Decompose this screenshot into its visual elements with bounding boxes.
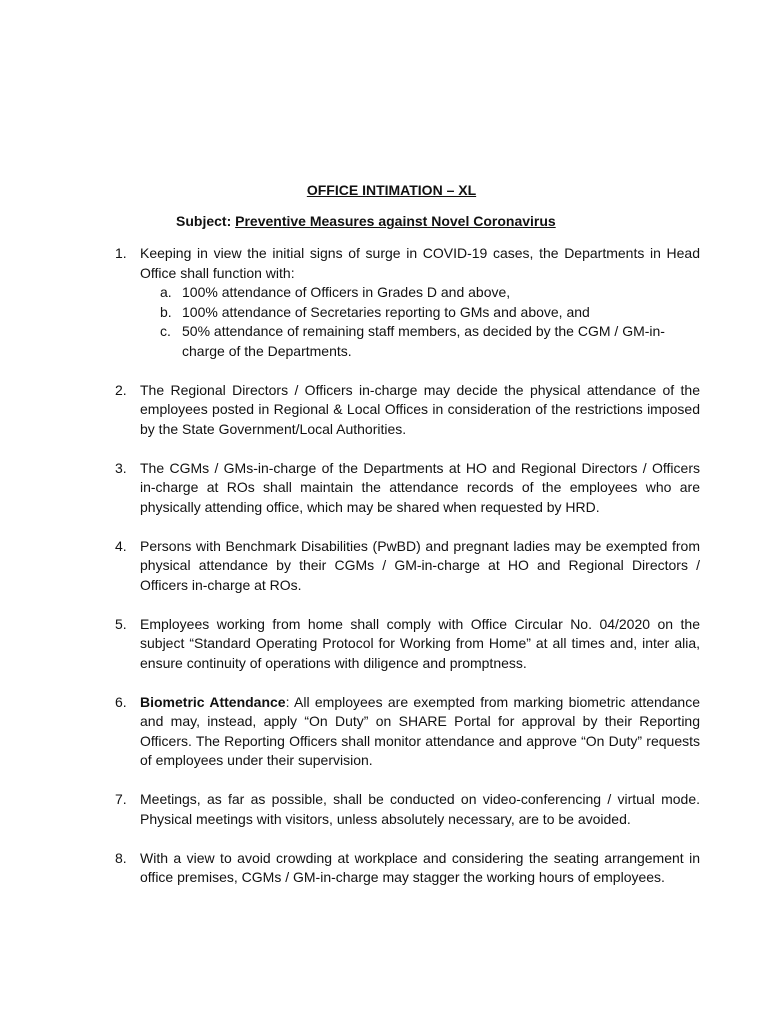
item-number: 8. xyxy=(115,849,127,866)
sub-item-text: 100% attendance of Secretaries reporting to GMs and above, and xyxy=(182,303,590,320)
sub-item-letter: b. xyxy=(160,303,172,320)
list-item xyxy=(115,849,700,888)
list-item xyxy=(115,459,700,518)
sub-list-item xyxy=(160,303,700,323)
item-text: Employees working from home shall comply with Office Circular No. 04/2020 on the subject “Standard Operating Protocol for Working from Home” at all times and, inter alia, ensure continuity of operations with diligence and promptness. xyxy=(140,615,700,671)
item-number: 2. xyxy=(115,381,127,398)
item-text: With a view to avoid crowding at workplace and considering the seating arrangement in office premises, CGMs / GM-in-charge may stagger the working hours of employees. xyxy=(140,849,700,885)
item-text: Keeping in view the initial signs of surge in COVID-19 cases, the Departments in Head Office shall function with: xyxy=(140,245,700,281)
item-number: 5. xyxy=(115,615,127,632)
sub-item-text: 50% attendance of remaining staff members, as decided by the CGM / GM-in-charge of the Departments. xyxy=(182,323,665,359)
sub-list xyxy=(140,283,700,361)
list-item xyxy=(115,790,700,829)
subject-text: Preventive Measures against Novel Coronavirus xyxy=(235,213,556,229)
list-item xyxy=(115,537,700,596)
sub-item-letter: a. xyxy=(160,284,172,300)
document-title: OFFICE INTIMATION – XL xyxy=(306,182,477,198)
sub-item-text: 100% attendance of Officers in Grades D and above, xyxy=(182,284,511,300)
instruction-list xyxy=(115,244,700,907)
item-bold-lead: Biometric Attendance xyxy=(140,693,286,710)
item-number: 1. xyxy=(115,245,127,261)
item-text: Persons with Benchmark Disabilities (PwBD) and pregnant ladies may be exempted from physical attendance by their CGMs / GM-in-charge at HO and Regional Directors / Officers in-charge at ROs. xyxy=(140,537,700,593)
item-number: 6. xyxy=(115,693,127,710)
list-item xyxy=(115,244,700,361)
sub-item-letter: c. xyxy=(160,323,171,339)
subject-label: Subject: xyxy=(176,213,236,229)
item-text: Meetings, as far as possible, shall be conducted on video-conferencing / virtual mode. Physical meetings with visitors, unless absolutely necessary, are to be avoided. xyxy=(140,791,700,827)
item-number: 3. xyxy=(115,459,127,476)
list-item xyxy=(115,693,700,771)
item-number: 7. xyxy=(115,791,127,807)
list-item xyxy=(115,615,700,674)
item-number: 4. xyxy=(115,537,127,554)
sub-list-item xyxy=(160,283,700,303)
subject-line xyxy=(176,212,556,230)
item-text: The Regional Directors / Officers in-charge may decide the physical attendance of the employees posted in Regional & Local Offices in consideration of the restrictions imposed by the State Government/Local Authorities. xyxy=(140,381,700,437)
item-text xyxy=(140,693,700,771)
list-item xyxy=(115,381,700,440)
item-text: The CGMs / GMs-in-charge of the Departments at HO and Regional Directors / Officers in-charge at ROs shall maintain the attendance records of the employees who are physically attending office, which may be shared when requested by HRD. xyxy=(140,459,700,515)
sub-list-item xyxy=(160,322,700,361)
item-text-rest: : All employees are exempted from marking biometric attendance and may, instead, apply “On Duty” on SHARE Portal for approval by their Reporting Officers. The Reporting Officers shall monitor attendance and approve “On Duty” requests of employees under their supervision. xyxy=(140,693,700,768)
